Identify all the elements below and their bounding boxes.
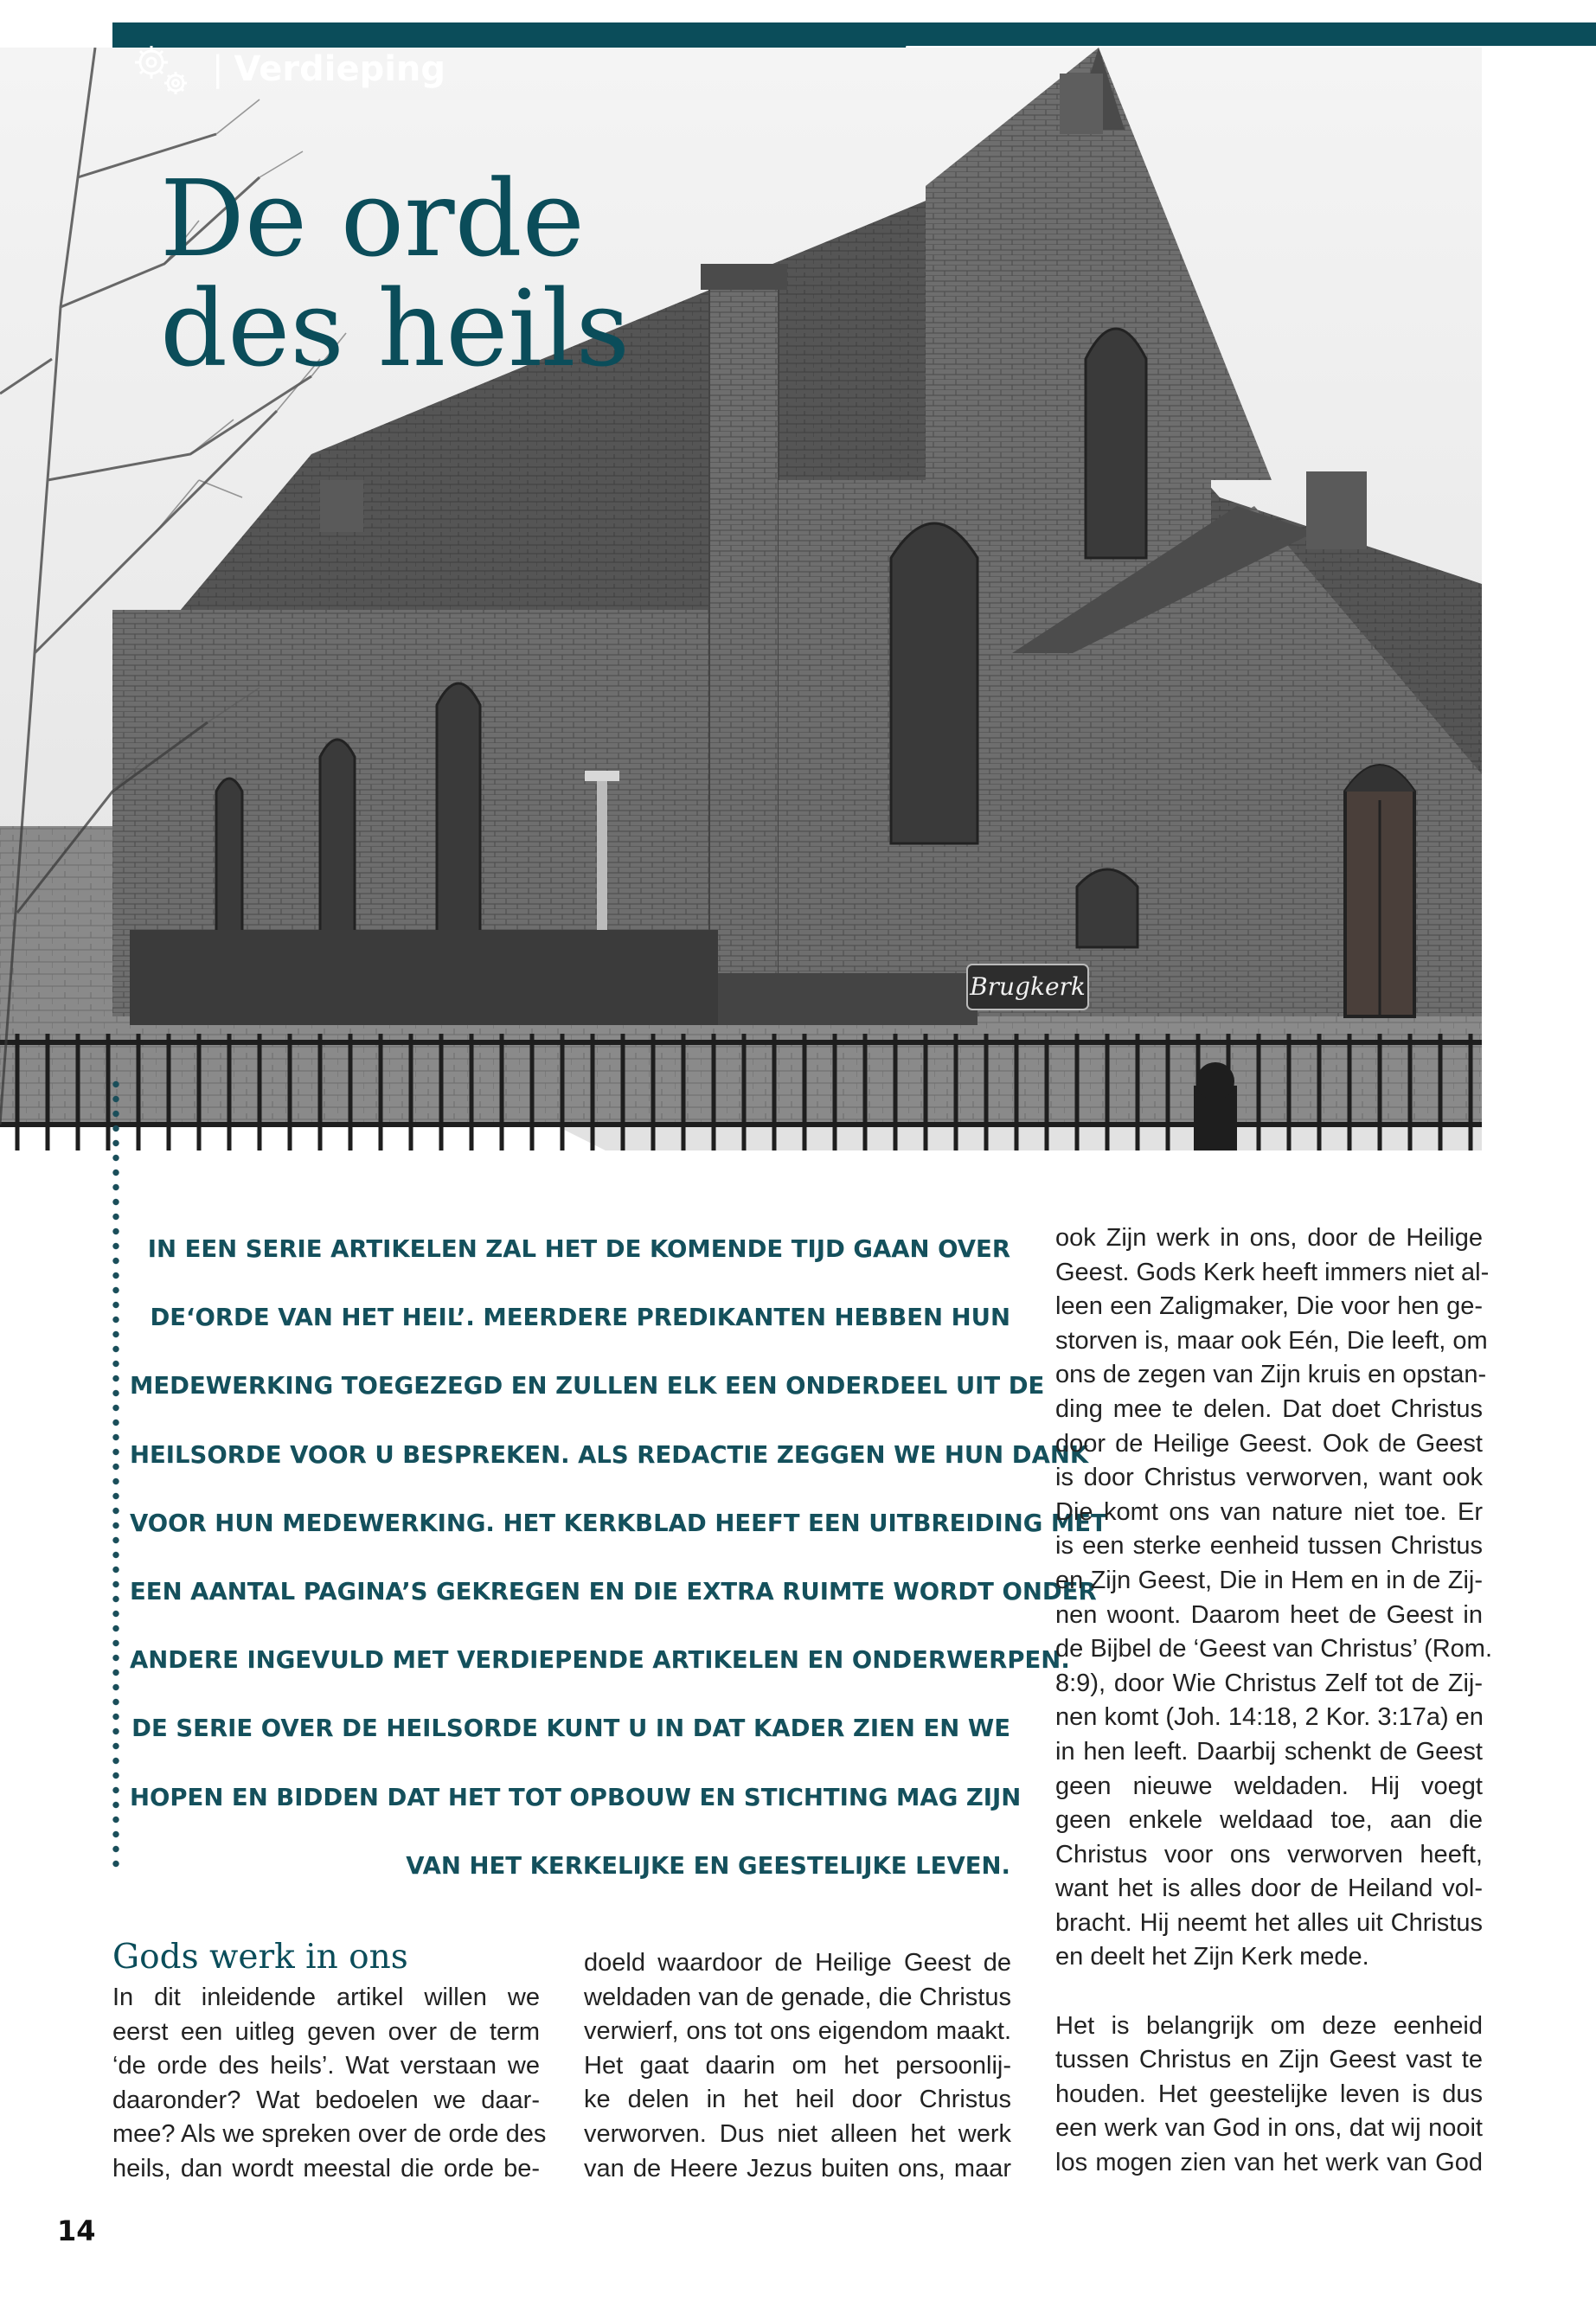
intro-line: DE SERIE OVER DE HEILSORDE KUNT U IN DAT KADER ZIEN EN WE	[131, 1715, 1010, 1743]
text-line: Christus voor ons verworven heeft,	[1055, 1840, 1483, 1868]
text-line: ook Zijn werk in ons, door de Heilige	[1055, 1224, 1483, 1252]
intro-line: HOPEN EN BIDDEN DAT HET TOT OPBOUW EN STICHTING MAG ZIJN	[130, 1783, 1022, 1811]
intro-line: VOOR HUN MEDEWERKING. HET KERKBLAD HEEFT EEN UITBREIDING MET	[130, 1509, 1107, 1537]
article-title	[160, 157, 696, 390]
text-line: storven is, maar ook Eén, Die leeft, om	[1055, 1326, 1488, 1355]
intro-line: MEDEWERKING TOEGEZEGD EN ZULLEN ELK EEN ONDERDEEL UIT DE	[130, 1372, 1045, 1400]
intro-line: VAN HET KERKELIJKE EN GEESTELIJKE LEVEN.	[406, 1851, 1010, 1880]
text-line: Geest. Gods Kerk heeft immers niet al-	[1055, 1258, 1490, 1286]
text-line: want het is alles door de Heiland vol-	[1055, 1875, 1483, 1903]
column-3	[1055, 1221, 1493, 2181]
text-line: Het is belangrijk om deze eenheid	[1055, 2011, 1483, 2040]
text-line: In dit inleidende artikel willen we	[112, 1984, 540, 2011]
text-line: en Zijn Geest, Die in Hem en in de Zij-	[1055, 1566, 1483, 1594]
column-2	[584, 1946, 1011, 2186]
text-line: geen nieuwe weldaden. Hij voegt	[1055, 1772, 1483, 1800]
page-number: 14	[57, 2214, 96, 2247]
text-line: los mogen zien van het werk van God	[1055, 2149, 1483, 2177]
church-sign-text: Brugkerk	[970, 972, 1086, 1001]
text-line: een werk van God in ons, dat wij nooit	[1055, 2114, 1483, 2143]
text-line: houden. Het geestelijke leven is dus	[1055, 2080, 1483, 2108]
text-line: nen komt (Joh. 14:18, 2 Kor. 3:17a) en	[1055, 1703, 1484, 1732]
title-line: De orde	[160, 157, 585, 280]
text-line: eerst een uitleg geven over de term	[112, 2017, 540, 2046]
text-line: door de Heilige Geest. Ook de Geest	[1055, 1429, 1483, 1458]
gears-icon	[125, 35, 195, 104]
section-header	[125, 31, 445, 107]
text-line: de Bijbel de ‘Geest van Christus’ (Rom.	[1055, 1635, 1493, 1663]
text-line: ke delen in het heil door Christus	[584, 2086, 1011, 2114]
paragraph-gap	[1055, 1975, 1483, 2009]
dotted-rule	[111, 1077, 121, 1875]
text-line: verworven. Dus niet alleen het werk	[584, 2119, 1011, 2148]
text-line: en deelt het Zijn Kerk mede.	[1055, 1943, 1369, 1971]
title-line: des heils	[160, 266, 631, 390]
text-line: ding mee te delen. Dat doet Christus	[1055, 1394, 1483, 1423]
text-line: mee? Als we spreken over de orde des	[112, 2120, 547, 2149]
text-line: is een sterke eenheid tussen Christus	[1055, 1532, 1483, 1561]
intro-line: DE‘ORDE VAN HET HEIL’. MEERDERE PREDIKANTEN HEBBEN HUN	[150, 1304, 1010, 1332]
intro-text	[130, 1215, 1107, 1900]
intro-line: EEN AANTAL PAGINA’S GEKREGEN EN DIE EXTRA RUIMTE WORDT ONDER	[130, 1578, 1097, 1606]
article-subheading: Gods werk in ons	[112, 1938, 408, 1977]
text-line: daaronder? Wat bedoelen we daar-	[112, 2086, 540, 2114]
section-label: | Verdieping	[212, 49, 446, 89]
text-line: leen een Zaligmaker, Die voor hen ge-	[1055, 1292, 1483, 1321]
text-line: in hen leeft. Daarbij schenkt de Geest	[1055, 1737, 1483, 1766]
intro-line: IN EEN SERIE ARTIKELEN ZAL HET DE KOMENDE TIJD GAAN OVER	[147, 1235, 1010, 1263]
text-line: heils, dan wordt meestal die orde be-	[112, 2154, 540, 2182]
text-line: Het gaat daarin om het persoonlij-	[584, 2051, 1011, 2080]
text-line: nen woont. Daarom heet de Geest in	[1055, 1600, 1483, 1629]
column-1	[112, 1981, 547, 2187]
text-line: ‘de orde des heils’. Wat verstaan we	[112, 2052, 540, 2080]
text-line: Die komt ons van nature niet toe. Er	[1055, 1497, 1483, 1526]
text-line: van de Heere Jezus buiten ons, maar	[584, 2154, 1011, 2182]
intro-line: ANDERE INGEVULD MET VERDIEPENDE ARTIKELEN EN ONDERWERPEN.	[130, 1646, 1070, 1675]
text-line: weldaden van de genade, die Christus	[584, 1983, 1011, 2011]
text-line: is door Christus verworven, want ook	[1055, 1464, 1483, 1492]
text-line: bracht. Hij neemt het alles uit Christus	[1055, 1908, 1483, 1937]
text-line: 8:9), door Wie Christus Zelf tot de Zij-	[1055, 1669, 1483, 1697]
intro-line: HEILSORDE VOOR U BESPREKEN. ALS REDACTIE ZEGGEN WE HUN DANK	[130, 1440, 1089, 1469]
text-line: ons de zegen van Zijn kruis en opstan-	[1055, 1361, 1487, 1389]
text-line: geen enkele weldaad toe, aan die	[1055, 1806, 1483, 1835]
text-line: doeld waardoor de Heilige Geest de	[584, 1949, 1011, 1977]
text-line: verwierf, ons tot ons eigendom maakt.	[584, 2017, 1011, 2046]
text-line: tussen Christus en Zijn Geest vast te	[1055, 2046, 1483, 2074]
